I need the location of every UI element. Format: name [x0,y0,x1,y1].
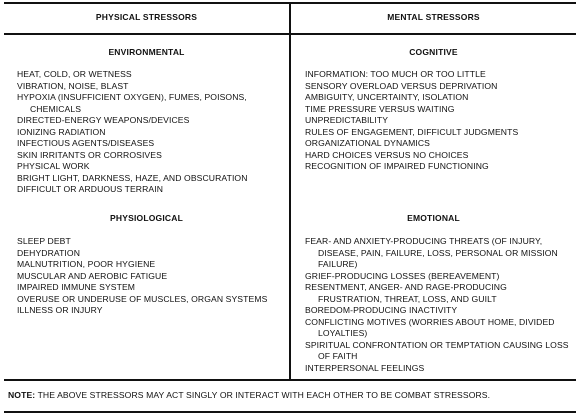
list-item: GRIEF-PRODUCING LOSSES (BEREAVEMENT) [305,270,500,281]
list-item: HEAT, COLD, OR WETNESS [17,69,132,79]
list-item: ORGANIZATIONAL DYNAMICS [305,138,431,148]
column-divider [289,2,291,381]
cognitive-heading: COGNITIVE [409,47,458,57]
list-item: INTERPERSONAL FEELINGS [305,362,425,373]
list-item: BRIGHT LIGHT, DARKNESS, HAZE, AND OBSCURATION [17,172,248,183]
list-item: SKIN IRRITANTS OR CORROSIVES [17,149,162,160]
list-item: INFORMATION: TOO MUCH OR TOO LITTLE [305,69,486,79]
list-item: SENSORY OVERLOAD VERSUS DEPRIVATION [305,80,498,91]
note-label: NOTE: [8,390,36,400]
list-item: DIRECTED-ENERGY WEAPONS/DEVICES [17,115,190,125]
emotional-list [305,236,570,374]
list-item: DEHYDRATION [17,247,81,258]
list-item: MALNUTRITION, POOR HYGIENE [17,259,156,269]
list-item: VIBRATION, NOISE, BLAST [17,80,129,91]
emotional-heading: EMOTIONAL [407,213,460,223]
mental-stressors-header: MENTAL STRESSORS [387,12,480,22]
physiological-heading: PHYSIOLOGICAL [110,213,183,223]
physical-stressors-header: PHYSICAL STRESSORS [95,12,198,22]
list-item: SLEEP DEBT [17,236,71,246]
list-item: AMBIGUITY, UNCERTAINTY, ISOLATION [305,92,469,102]
list-item: RECOGNITION OF IMPAIRED FUNCTIONING [305,161,489,171]
list-item: RULES OF ENGAGEMENT, DIFFICULT JUDGMENTS [305,126,519,137]
cognitive-list [305,69,570,173]
list-item: FEAR- AND ANXIETY-PRODUCING THREATS (OF INJURY, DISEASE, PAIN, FAILURE, LOSS, PERSONAL OR MISSION FAILURE) [305,236,558,269]
list-item: OVERUSE OR UNDERUSE OF MUSCLES, ORGAN SYSTEMS [17,293,268,304]
note-text: THE ABOVE STRESSORS MAY ACT SINGLY OR INTERACT WITH EACH OTHER TO BE COMBAT STRESSORS. [37,390,491,400]
environmental-heading: ENVIRONMENTAL [108,47,185,57]
environmental-list [17,69,285,196]
table-note [8,390,573,400]
note-bottom-rule [4,411,576,413]
list-item: IMPAIRED IMMUNE SYSTEM [17,282,136,292]
list-item: HYPOXIA (INSUFFICIENT OXYGEN), FUMES, POISONS, CHEMICALS [17,92,247,114]
list-item: CONFLICTING MOTIVES (WORRIES ABOUT HOME, DIVIDED LOYALTIES) [305,316,555,338]
physiological-list [17,236,285,317]
list-item: IONIZING RADIATION [17,126,106,137]
list-item: MUSCULAR AND AEROBIC FATIGUE [17,270,168,281]
list-item: BOREDOM-PRODUCING INACTIVITY [305,305,458,315]
list-item: PHYSICAL WORK [17,161,90,171]
list-item: HARD CHOICES VERSUS NO CHOICES [305,149,469,160]
list-item: UNPREDICTABILITY [305,115,389,125]
list-item: TIME PRESSURE VERSUS WAITING [305,103,455,114]
list-item: DIFFICULT OR ARDUOUS TERRAIN [17,184,164,194]
list-item: SPIRITUAL CONFRONTATION OR TEMPTATION CAUSING LOSS OF FAITH [305,339,569,361]
list-item: INFECTIOUS AGENTS/DISEASES [17,138,155,148]
list-item: ILLNESS OR INJURY [17,305,103,315]
list-item: RESENTMENT, ANGER- AND RAGE-PRODUCING FRUSTRATION, THREAT, LOSS, AND GUILT [305,282,507,304]
